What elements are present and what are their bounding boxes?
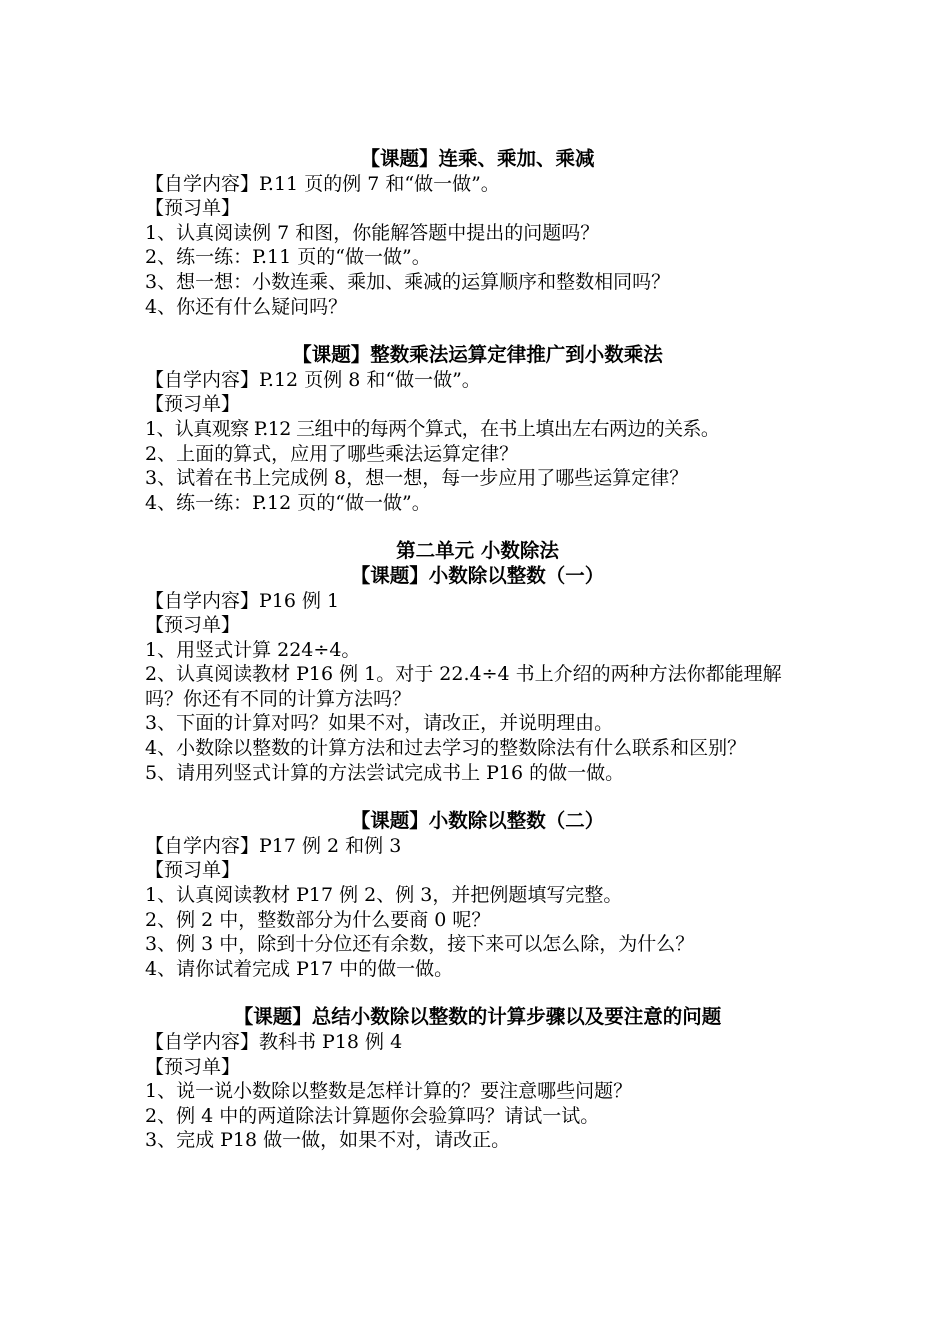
prep-item: 2、练一练：P.11 页的“做一做”。 bbox=[145, 246, 431, 269]
lesson-title: 【课题】连乘、乘加、乘减 bbox=[360, 147, 595, 170]
prep-sheet-label: 【预习单】 bbox=[145, 393, 241, 416]
study-content: 【自学内容】P16 例 1 bbox=[145, 589, 340, 612]
lesson-title: 【课题】总结小数除以整数的计算步骤以及要注意的问题 bbox=[233, 1005, 722, 1029]
prep-item: 2、例 4 中的两道除法计算题你会验算吗？请试一试。 bbox=[145, 1104, 600, 1127]
prep-item: 2、例 2 中，整数部分为什么要商 0 呢？ bbox=[145, 908, 491, 931]
prep-item: 2、认真阅读教材 P16 例 1。对于 22.4÷4 书上介绍的两种方法你都能理解吗？你还有不同的计算方法吗？ bbox=[145, 663, 782, 710]
section-spacer bbox=[145, 319, 810, 343]
lesson-title: 【课题】小数除以整数（一） bbox=[350, 563, 605, 587]
lesson-section bbox=[145, 809, 810, 981]
section-spacer bbox=[145, 981, 810, 1005]
unit-heading: 第二单元 小数除法 bbox=[396, 539, 559, 563]
prep-item: 1、说一说小数除以整数是怎样计算的？要注意哪些问题？ bbox=[145, 1080, 633, 1103]
section-spacer bbox=[145, 785, 810, 809]
section-spacer bbox=[145, 515, 810, 539]
lesson-section bbox=[145, 539, 810, 785]
lesson-title: 【课题】小数除以整数（二） bbox=[350, 809, 605, 833]
study-content: 【自学内容】教科书 P18 例 4 bbox=[145, 1031, 403, 1053]
prep-item: 1、用竖式计算 224÷4。 bbox=[145, 638, 361, 661]
prep-sheet-label: 【预习单】 bbox=[145, 859, 241, 882]
study-content: 【自学内容】P.12 页例 8 和“做一做”。 bbox=[145, 368, 481, 391]
prep-item: 4、小数除以整数的计算方法和过去学习的整数除法有什么联系和区别？ bbox=[145, 737, 747, 760]
lesson-section bbox=[145, 147, 810, 319]
prep-item: 1、认真阅读例 7 和图，你能解答题中提出的问题吗？ bbox=[145, 221, 600, 244]
prep-item: 3、想一想：小数连乘、乘加、乘减的运算顺序和整数相同吗？ bbox=[145, 270, 671, 293]
study-content: 【自学内容】P17 例 2 和例 3 bbox=[145, 834, 402, 857]
prep-item: 3、下面的计算对吗？如果不对，请改正，并说明理由。 bbox=[145, 712, 614, 735]
document-page bbox=[145, 147, 810, 1153]
prep-item: 3、试着在书上完成例 8，想一想，每一步应用了哪些运算定律？ bbox=[145, 467, 689, 490]
prep-item: 4、请你试着完成 P17 中的做一做。 bbox=[145, 957, 454, 980]
prep-item: 4、练一练：P.12 页的“做一做”。 bbox=[145, 491, 431, 514]
prep-sheet-label: 【预习单】 bbox=[145, 1055, 241, 1078]
prep-sheet-label: 【预习单】 bbox=[145, 614, 241, 637]
prep-item: 3、例 3 中，除到十分位还有余数，接下来可以怎么除，为什么？ bbox=[145, 933, 695, 956]
prep-item: 3、完成 P18 做一做，如果不对，请改正。 bbox=[145, 1129, 511, 1152]
lesson-section bbox=[145, 343, 810, 515]
prep-item: 1、认真观察 P.12 三组中的每两个算式，在书上填出左右两边的关系。 bbox=[145, 417, 720, 440]
prep-item: 2、上面的算式，应用了哪些乘法运算定律？ bbox=[145, 442, 519, 465]
prep-sheet-label: 【预习单】 bbox=[145, 197, 241, 220]
prep-item: 1、认真阅读教材 P17 例 2、例 3，并把例题填写完整。 bbox=[145, 884, 623, 907]
lesson-title: 【课题】整数乘法运算定律推广到小数乘法 bbox=[292, 343, 663, 367]
lesson-section bbox=[145, 1005, 810, 1153]
prep-item: 4、你还有什么疑问吗？ bbox=[145, 295, 348, 318]
study-content: 【自学内容】P.11 页的例 7 和“做一做”。 bbox=[145, 172, 500, 195]
prep-item: 5、请用列竖式计算的方法尝试完成书上 P16 的做一做。 bbox=[145, 761, 625, 784]
